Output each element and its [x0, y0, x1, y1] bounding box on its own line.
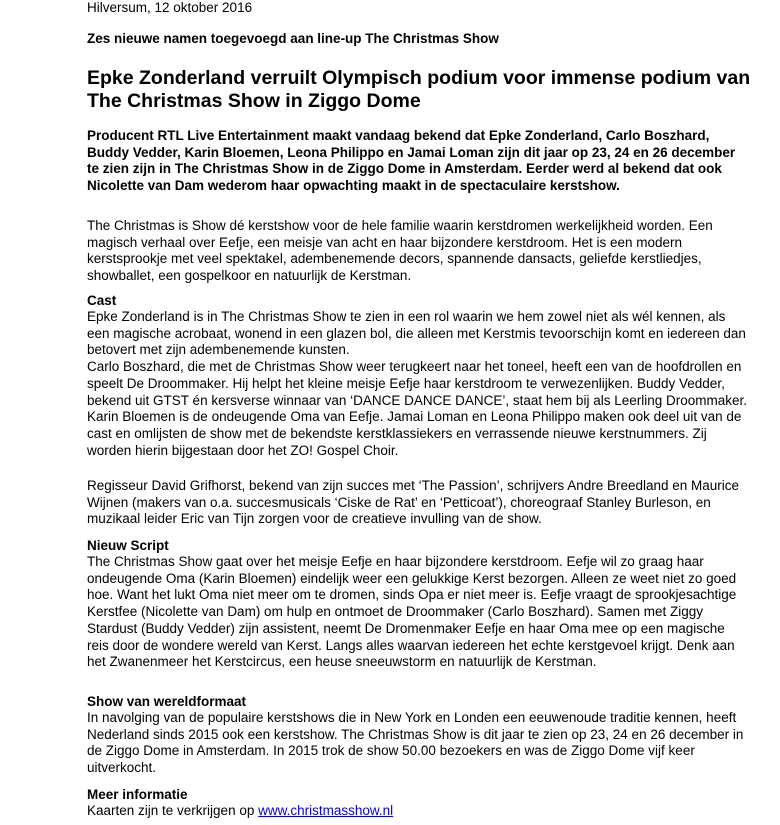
- creative-team-paragraph: Regisseur David Grifhorst, bekend van zijn succes met ‘The Passion’, schrijvers Andre Breedland en Maurice Wijnen (makers van o.a. succesmusicals ‘Ciske de Rat’ en ‘Petticoat’), choreograaf Stanley Burleson, en muzikaal leider Eric van Tijn zorgen voor de creatieve invulling van de show.: [87, 478, 740, 527]
- cast-heading: Cast: [87, 293, 117, 308]
- subheadline: Zes nieuwe namen toegevoegd aan line-up The Christmas Show: [87, 31, 499, 46]
- show-heading: Show van wereldformaat: [87, 694, 247, 709]
- website-link[interactable]: www.christmasshow.nl: [258, 803, 394, 818]
- more-info-text: Kaarten zijn te verkrijgen op: [87, 803, 259, 818]
- headline: Epke Zonderland verruilt Olympisch podium voor immense podium van The Christmas Show in Ziggo Dome: [87, 67, 751, 112]
- lead-paragraph: Producent RTL Live Entertainment maakt vandaag bekend dat Epke Zonderland, Carlo Boszhard, Buddy Vedder, Karin Bloemen, Leona Philippo en Jamai Loman zijn dit jaar op 23, 24 en 26 december te zien zijn in The Christmas Show in de Ziggo Dome in Amsterdam. Eerder werd al bekend dat ook Nicolette van Dam wederom haar opwachting maakt in de spectaculaire kerstshow.: [87, 128, 736, 193]
- more-info-line: [87, 803, 747, 820]
- more-info-heading: Meer informatie: [87, 787, 188, 802]
- cast-paragraph: Epke Zonderland is in The Christmas Show te zien in een rol waarin we hem zowel niet als wél kennen, als een magische acrobaat, wonend in een glazen bol, die alleen met Kerstmis tevoorschijn komt en iedereen dan betovert met zijn adembenemende kunsten. Carlo Boszhard, die met de Christmas Show weer terugkeert naar het toneel, heeft een van de hoofdrollen en speelt De Droommaker. Hij helpt het kleine meisje Eefje haar kerstdroom te verwezenlijken. Buddy Vedder, bekend uit GTST én kersverse winnaar van ‘DANCE DANCE DANCE’, staat hem bij als Leerling Droommaker. Karin Bloemen is de ondeugende Oma van Eefje. Jamai Loman en Leona Philippo maken ook deel uit van de cast en omlijsten de show met de bekendste kerstklassiekers en verrassende nieuwe kerstnummers. Zij worden hierin bijgestaan door het ZO! Gospel Choir.: [87, 309, 748, 458]
- intro-paragraph: The Christmas is Show dé kerstshow voor de hele familie waarin kerstdromen werkelijkheid worden. Een magisch verhaal over Eefje, een meisje van acht en haar bijzondere kerstdroom. Het is een modern kerstsprookje met veel spektakel, adembenemende decors, spannende dansacts, geliefde kerstliedjes, showballet, een gospelkoor en natuurlijk de Kerstman.: [87, 218, 713, 284]
- show-paragraph: In navolging van de populaire kerstshows die in New York en Londen een eeuwenoude traditie kennen, heeft Nederland sinds 2015 ook een kerstshow. The Christmas Show is dit jaar te zien op 23, 24 en 26 december in de Ziggo Dome in Amsterdam. In 2015 trok de show 50.00 bezoekers en was de Ziggo Dome vijf keer uitverkocht.: [87, 710, 744, 776]
- dateline: Hilversum, 12 oktober 2016: [87, 0, 253, 15]
- script-heading: Nieuw Script: [87, 538, 169, 553]
- script-paragraph: The Christmas Show gaat over het meisje Eefje en haar bijzondere kerstdroom. Eefje wil zo graag haar ondeugende Oma (Karin Bloemen) eindelijk weer een gelukkige Kerst bezorgen. Alleen ze weet niet zo goed hoe. Want het lukt Oma niet meer om te dromen, sinds Opa er niet meer is. Eefje vraagt de sprookjesachtige Kerstfee (Nicolette van Dam) om hulp en ontmoet de Droommaker (Carlo Boszhard). Samen met Ziggy Stardust (Buddy Vedder) zijn assistent, neemt De Dromenmaker Eefje en haar Oma mee op een magische reis door de wondere wereld van Kerst. Langs alles waarvan iedereen het echte kerstgevoel krijgt. Denk aan het Zwanenmeer het Kerstcircus, een heuse sneeuwstorm en natuurlijk de Kerstman.: [87, 554, 737, 670]
